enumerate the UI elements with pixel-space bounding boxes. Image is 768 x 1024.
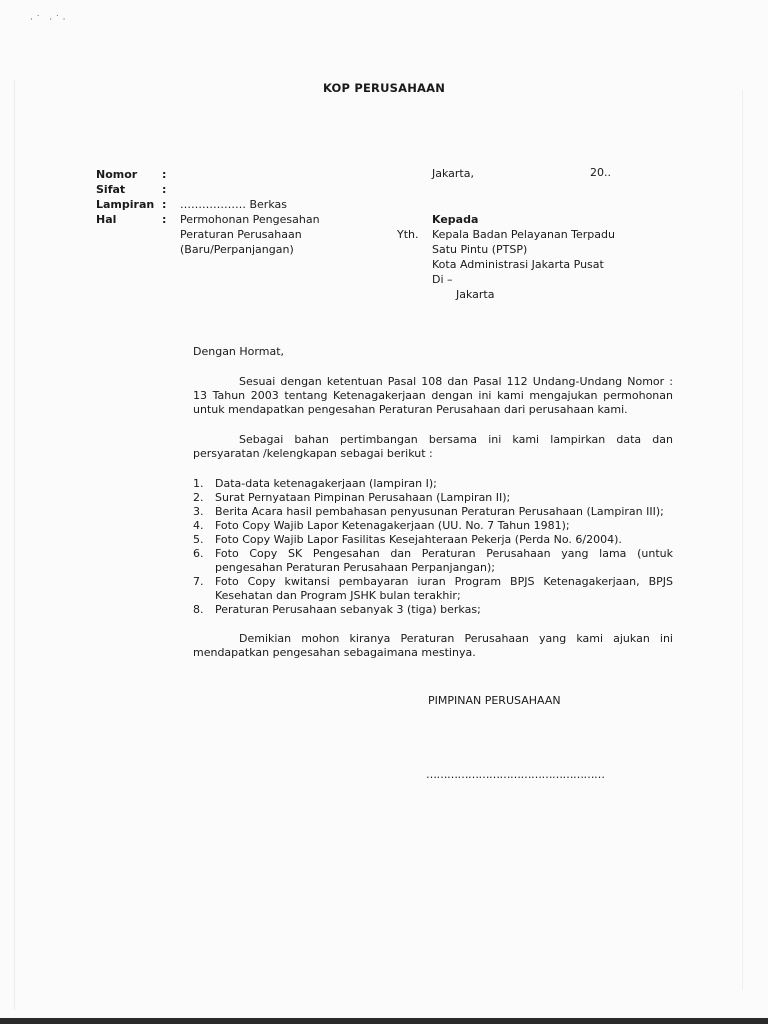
list-number: 8. xyxy=(193,603,204,616)
recipient-line: Di – xyxy=(432,273,453,286)
scan-specks: ·˙ ·˙· xyxy=(30,15,69,25)
meta-value xyxy=(180,212,380,257)
meta-colon: : xyxy=(162,198,167,211)
list-number: 3. xyxy=(193,505,204,518)
list-item xyxy=(193,533,673,547)
list-number: 2. xyxy=(193,491,204,504)
spacer xyxy=(397,287,432,302)
recipient-row xyxy=(397,227,615,242)
list-text: Foto Copy Wajib Lapor Fasilitas Kesejahteraan Pekerja (Perda No. 6/2004). xyxy=(215,533,622,546)
list-item xyxy=(193,477,673,491)
scan-bottom-edge xyxy=(0,1018,768,1024)
list-text: Foto Copy kwitansi pembayaran iuran Program BPJS Ketenagakerjaan, BPJS Kesehatan dan Program JSHK bulan terakhir; xyxy=(215,575,673,602)
list-number: 7. xyxy=(193,575,204,588)
recipient-row xyxy=(397,257,615,272)
meta-value xyxy=(180,167,380,182)
meta-value xyxy=(180,182,380,197)
signature-title: PIMPINAN PERUSAHAAN xyxy=(428,694,561,707)
list-text: Data-data ketenagakerjaan (lampiran I); xyxy=(215,477,437,490)
recipient-city: Jakarta xyxy=(456,288,495,301)
recipient-line: Satu Pintu (PTSP) xyxy=(432,243,528,256)
list-number: 6. xyxy=(193,547,204,560)
paragraph-attachments: Sebagai bahan pertimbangan bersama ini kami lampirkan data dan persyaratan /kelengkapan sebagai berikut : xyxy=(193,433,673,460)
meta-value: ……………… Berkas xyxy=(180,198,287,211)
recipient-row xyxy=(397,272,615,287)
list-item xyxy=(193,491,673,505)
paragraph-intro: Sesuai dengan ketentuan Pasal 108 dan Pasal 112 Undang-Undang Nomor : 13 Tahun 2003 tentang Ketenagakerjaan dengan ini kami mengajukan permohonan untuk mendapatkan pengesahan Peraturan Perusahaan dari perusahaan kami. xyxy=(193,375,673,416)
letter-meta xyxy=(96,167,380,257)
meta-row-hal xyxy=(96,212,380,257)
list-text: Foto Copy Wajib Lapor Ketenagakerjaan (UU. No. 7 Tahun 1981); xyxy=(215,519,570,532)
meta-row-sifat xyxy=(96,182,380,197)
recipient-row xyxy=(397,287,615,302)
list-item xyxy=(193,505,673,519)
list-item xyxy=(193,603,673,617)
letterhead-title: KOP PERUSAHAAN xyxy=(322,81,446,95)
hal-line-2: Peraturan Perusahaan xyxy=(180,228,302,241)
spacer xyxy=(397,212,432,227)
meta-label: Hal xyxy=(96,213,117,226)
list-text: Foto Copy SK Pengesahan dan Peraturan Perusahaan yang lama (untuk pengesahan Peraturan Perusahaan Perpanjangan); xyxy=(215,547,673,574)
hal-line-1: Permohonan Pengesahan xyxy=(180,213,320,226)
meta-label: Lampiran xyxy=(96,198,155,211)
meta-label: Nomor xyxy=(96,168,138,181)
spacer xyxy=(397,272,432,287)
meta-colon: : xyxy=(162,183,167,196)
signature-line: …………………………………………… xyxy=(426,768,605,781)
recipient-block xyxy=(397,212,615,302)
recipient-kepada: Kepada xyxy=(432,213,479,226)
scan-edge-right xyxy=(742,90,743,990)
list-item xyxy=(193,575,673,603)
list-item xyxy=(193,547,673,575)
recipient-line: Kota Administrasi Jakarta Pusat xyxy=(432,258,604,271)
meta-colon: : xyxy=(162,213,167,226)
paragraph-closing: Demikian mohon kiranya Peraturan Perusahaan yang kami ajukan ini mendapatkan pengesahan sebagaimana mestinya. xyxy=(193,632,673,659)
spacer xyxy=(397,257,432,272)
list-number: 1. xyxy=(193,477,204,490)
list-item xyxy=(193,519,673,533)
list-text: Peraturan Perusahaan sebanyak 3 (tiga) berkas; xyxy=(215,603,481,616)
recipient-heading-row xyxy=(397,212,615,227)
meta-row-lampiran xyxy=(96,197,380,212)
meta-colon: : xyxy=(162,168,167,181)
spacer xyxy=(397,242,432,257)
meta-label: Sifat xyxy=(96,183,126,196)
list-number: 5. xyxy=(193,533,204,546)
recipient-yth: Yth. xyxy=(397,228,419,241)
hal-line-3: (Baru/Perpanjangan) xyxy=(180,243,294,256)
list-number: 4. xyxy=(193,519,204,532)
attachment-list xyxy=(193,477,673,617)
letter-body xyxy=(193,345,673,676)
recipient-line: Kepala Badan Pelayanan Terpadu xyxy=(432,228,615,241)
list-text: Berita Acara hasil pembahasan penyusunan Peraturan Perusahaan (Lampiran III); xyxy=(215,505,664,518)
salutation: Dengan Hormat, xyxy=(193,345,284,358)
date-place: Jakarta, xyxy=(432,167,474,180)
date-year: 20.. xyxy=(590,166,611,179)
list-text: Surat Pernyataan Pimpinan Perusahaan (Lampiran II); xyxy=(215,491,511,504)
recipient-row xyxy=(397,242,615,257)
scan-edge-left xyxy=(14,80,15,1010)
meta-row-nomor xyxy=(96,167,380,182)
